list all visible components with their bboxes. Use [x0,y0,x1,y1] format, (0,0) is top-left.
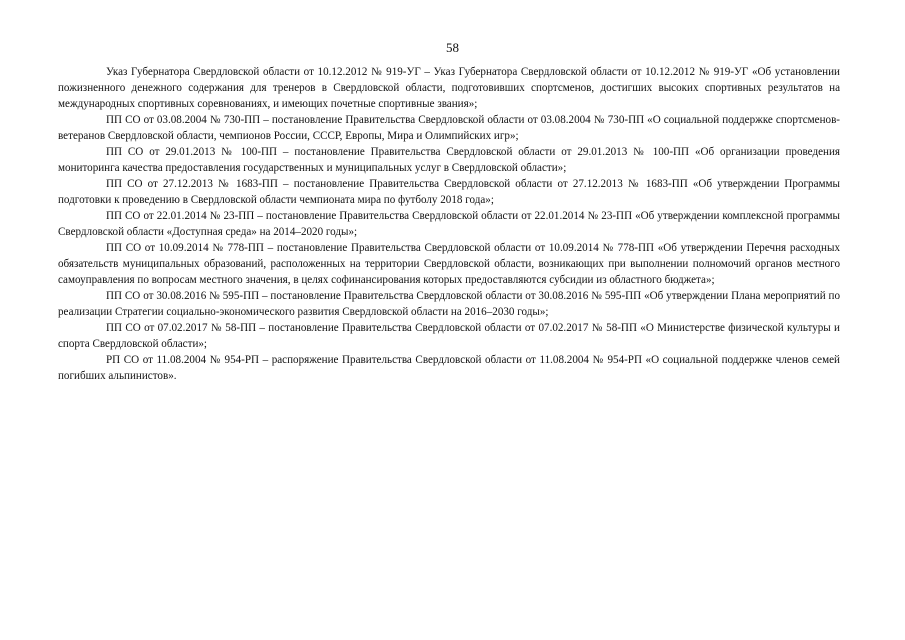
paragraph-pp-730: ПП СО от 03.08.2004 № 730-ПП – постановление Правительства Свердловской области от 03.08.2004 № 730-ПП «О социальной поддержке спортсменов-ветеранов Свердловской области, чемпионов России, СССР, Европы, Мира и Олимпийских игр»; [58,114,840,142]
paragraph-pp-23: ПП СО от 22.01.2014 № 23-ПП – постановление Правительства Свердловской области от 22.01.2014 № 23-ПП «Об утверждении комплексной программы Свердловской области «Доступная среда» на 2014–2020 годы»; [58,210,840,238]
paragraph-pp-58: ПП СО от 07.02.2017 № 58-ПП – постановление Правительства Свердловской области от 07.02.2017 № 58-ПП «О Министерстве физической культуры и спорта Свердловской области»; [58,322,840,350]
paragraph-rp-954: РП СО от 11.08.2004 № 954-РП – распоряжение Правительства Свердловской области от 11.08.2004 № 954-РП «О социальной поддержке членов семей погибших альпинистов». [58,354,840,382]
paragraph-pp-100: ПП СО от 29.01.2013 № 100-ПП – постановление Правительства Свердловской области от 29.01.2013 № 100-ПП «Об организации проведения мониторинга качества предоставления государственных и муниципальных услуг в Свердловской области»; [58,146,840,174]
paragraph-ukaz-919-ug: Указ Губернатора Свердловской области от 10.12.2012 № 919-УГ – Указ Губернатора Свердловской области от 10.12.2012 № 919-УГ «Об установлении пожизненного денежного содержания для тренеров в Свердловской области, подготовивших спортсменов, достигших высоких спортивных результатов на международных спортивных соревнованиях, и имеющих почетные спортивные звания»; [58,66,840,110]
page-number: 58 [446,40,459,55]
document-body [58,64,840,384]
paragraph-pp-595: ПП СО от 30.08.2016 № 595-ПП – постановление Правительства Свердловской области от 30.08.2016 № 595-ПП «Об утверждении Плана мероприятий по реализации Стратегии социально-экономического развития Свердловской области на 2016–2030 годы»; [58,290,840,318]
paragraph-pp-778: ПП СО от 10.09.2014 № 778-ПП – постановление Правительства Свердловской области от 10.09.2014 № 778-ПП «Об утверждении Перечня расходных обязательств муниципальных образований, расположенных на территории Свердловской области, возникающих при выполнении полномочий органов местного самоуправления по вопросам местного значения, в целях софинансирования которых предоставляются субсидии из областного бюджета»; [58,242,840,286]
paragraph-pp-1683: ПП СО от 27.12.2013 № 1683-ПП – постановление Правительства Свердловской области от 27.12.2013 № 1683-ПП «Об утверждении Программы подготовки к проведению в Свердловской области чемпионата мира по футболу 2018 года»; [58,178,840,206]
